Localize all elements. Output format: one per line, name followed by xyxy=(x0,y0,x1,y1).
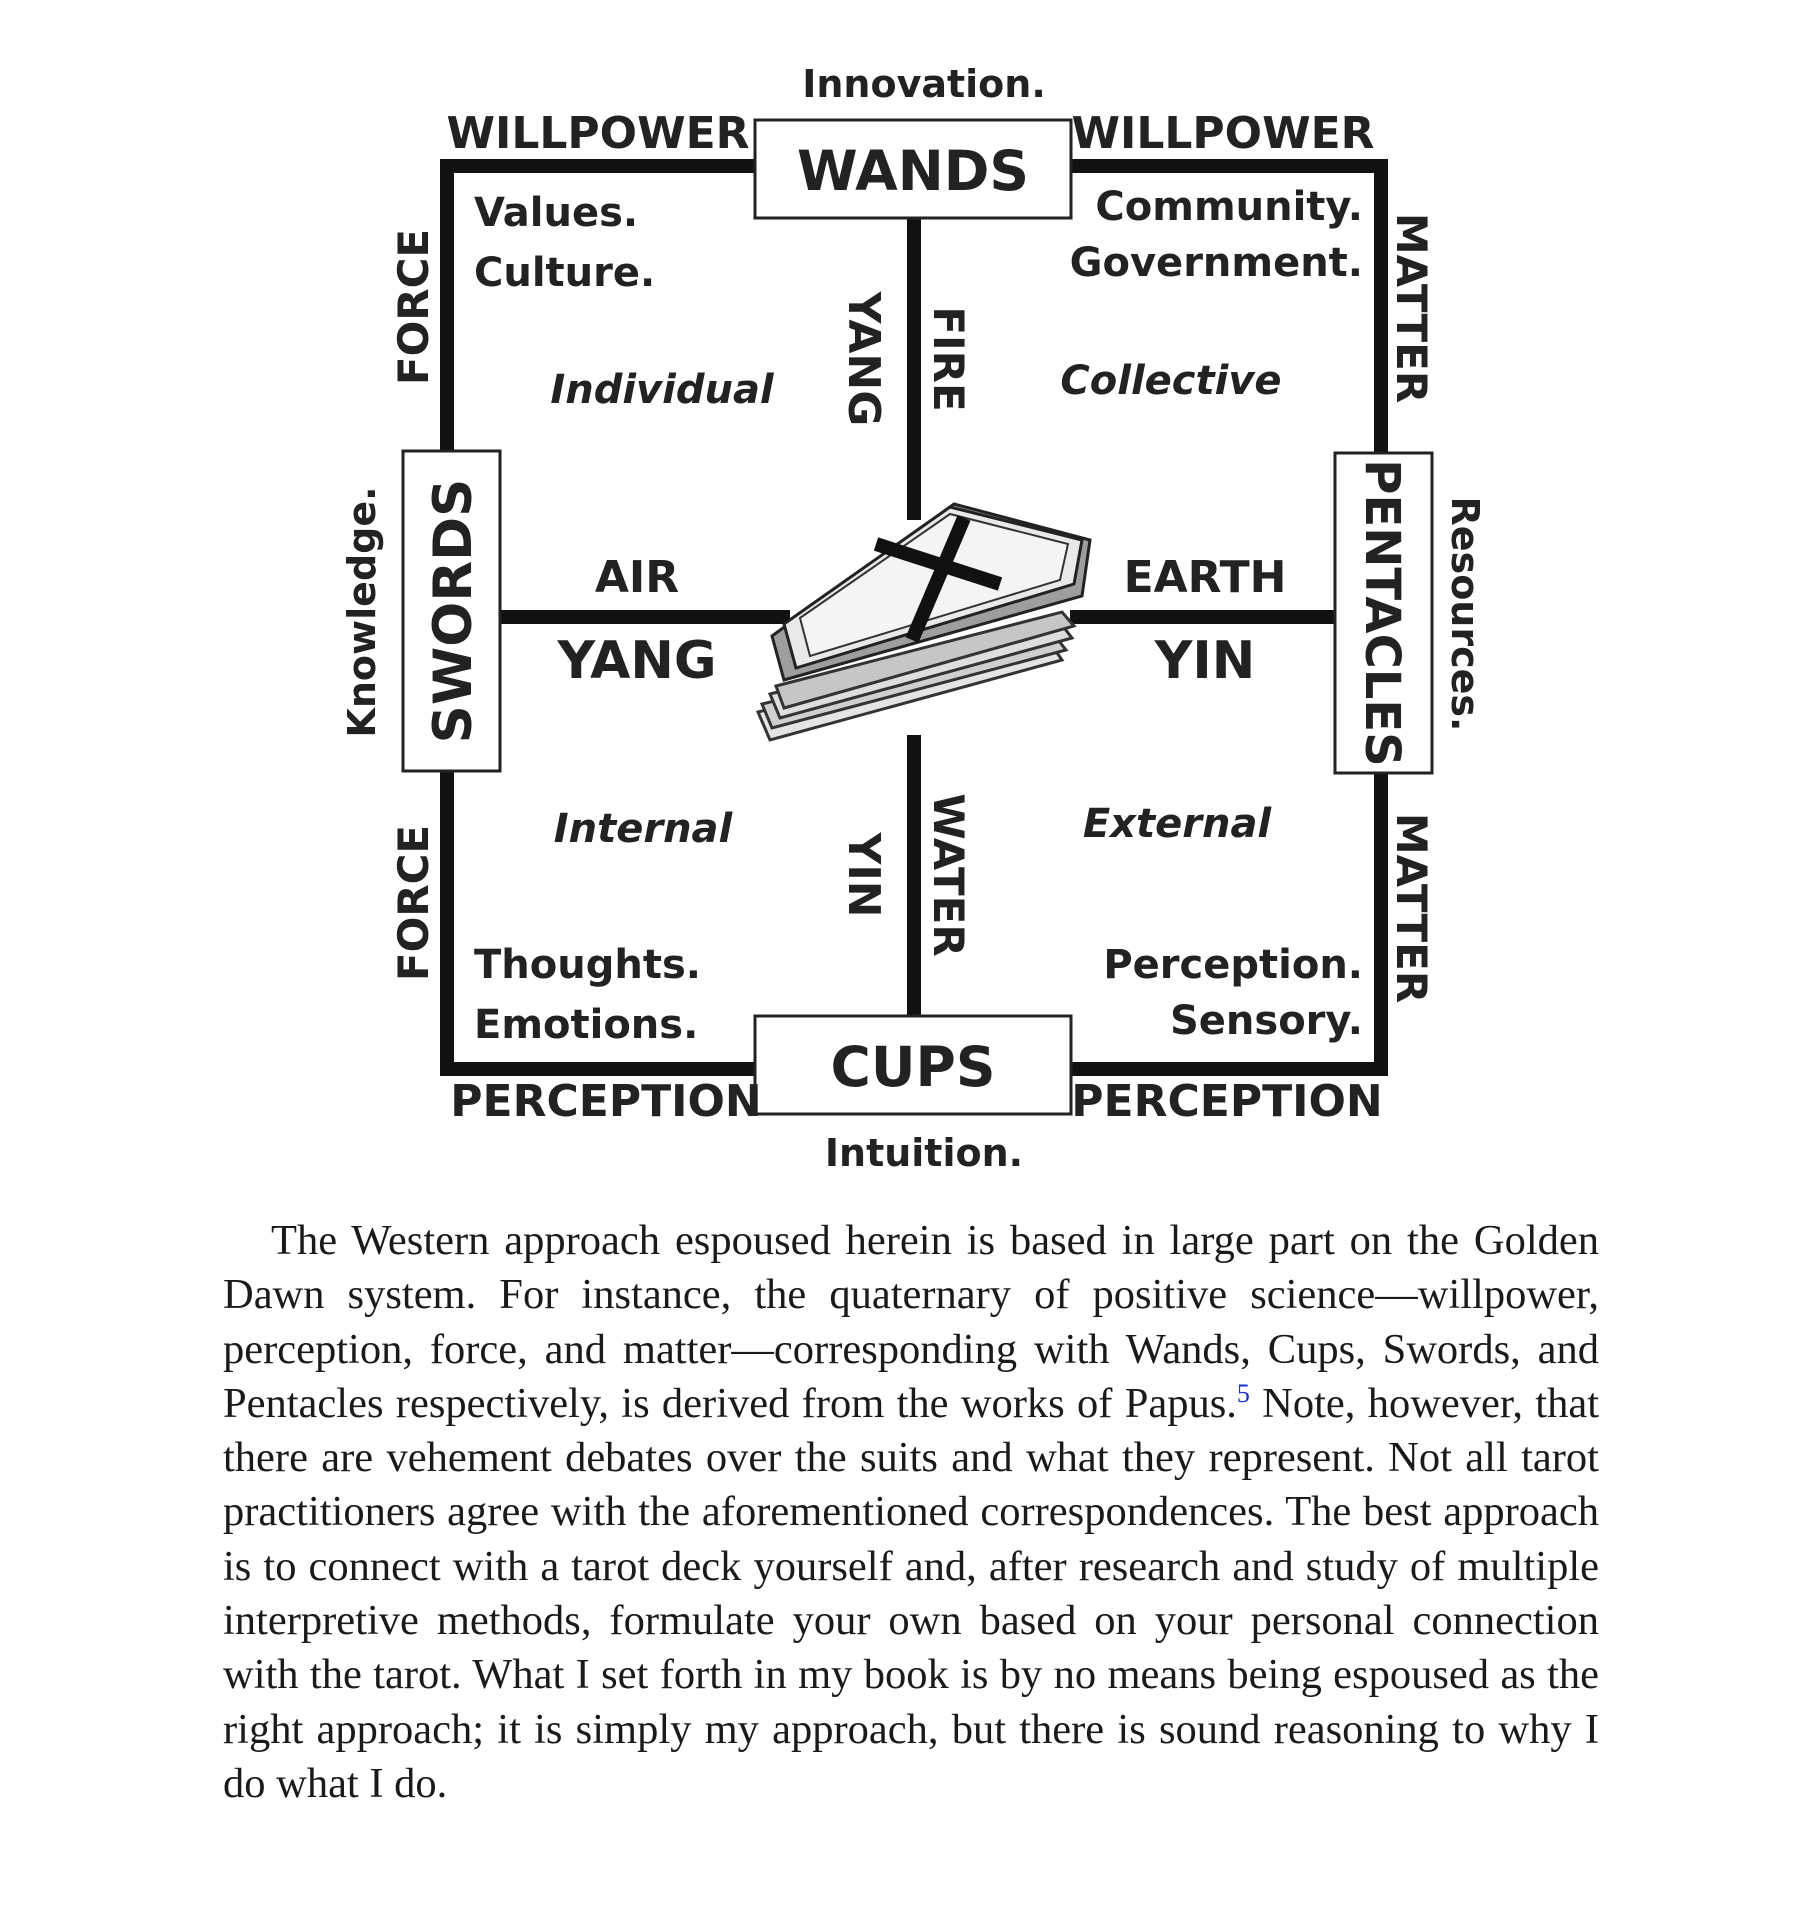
suit-box-swords xyxy=(403,451,500,771)
quadrant-line: Sensory. xyxy=(1169,998,1363,1044)
quadrant-line: Thoughts. xyxy=(474,942,701,988)
suit-label-pentacles: PENTACLES xyxy=(1354,459,1410,767)
paragraph-text: The Western approach espoused herein is based in large part on the Golden Dawn system. For instance, the quaternary of positive science—willpower, perception, force, and matter—corresponding with Wands, Cups, Swords, and Pentacles respectively, is derived from the works of Papus. xyxy=(223,1217,1599,1427)
right-outer-label: Resources. xyxy=(1443,496,1487,732)
suit-box-cups xyxy=(755,1016,1071,1114)
top-outer-label: Innovation. xyxy=(802,62,1046,106)
suit-box-wands xyxy=(755,120,1071,218)
force-lower-label: FORCE xyxy=(389,824,438,982)
bottom-outer-label: Intuition. xyxy=(824,1131,1024,1175)
footnote-marker-link[interactable]: 5 xyxy=(1236,1378,1250,1408)
quadrant-line: Emotions. xyxy=(474,1002,699,1048)
perception-right-label: PERCEPTION xyxy=(1071,1076,1383,1127)
quadrant-top-left xyxy=(474,190,775,413)
quadrant-line: Community. xyxy=(1095,184,1363,230)
tarot-card-deck-icon xyxy=(758,504,1090,740)
fire-label: FIRE xyxy=(924,306,973,412)
matter-lower-label: MATTER xyxy=(1387,812,1436,1004)
yin-horizontal-label: YIN xyxy=(1154,631,1256,691)
body-paragraph xyxy=(223,1214,1599,1811)
water-label: WATER xyxy=(924,793,973,957)
quadrant-aspect: Individual xyxy=(550,367,774,413)
matter-upper-label: MATTER xyxy=(1387,212,1436,404)
suit-label-swords: SWORDS xyxy=(423,478,484,744)
quadrant-aspect: External xyxy=(1082,801,1272,847)
yang-horizontal-label: YANG xyxy=(557,631,717,691)
paragraph-text-continued: Note, however, that there are vehement debates over the suits and what they represent. Not all tarot practitioners agree with the aforementioned correspondences. The best approach is to connect with a tarot deck yourself and, after research and study of multiple interpretive methods, formulate your own based on your personal connection with the tarot. What I set forth in my book is by no means being espoused as the right approach; it is simply my approach, but there is sound reasoning to why I do what I do. xyxy=(223,1379,1599,1807)
willpower-left-label: WILLPOWER xyxy=(446,108,750,159)
earth-label: EARTH xyxy=(1123,552,1287,603)
air-label: AIR xyxy=(594,552,680,603)
suit-label-cups: CUPS xyxy=(830,1035,996,1099)
quadrant-aspect: Internal xyxy=(553,806,733,852)
suit-box-pentacles xyxy=(1335,453,1432,773)
quadrant-bottom-right xyxy=(1083,801,1363,1044)
suit-label-wands: WANDS xyxy=(796,139,1030,203)
force-upper-label: FORCE xyxy=(389,228,438,386)
yang-vertical-label: YANG xyxy=(838,291,889,427)
quadrant-aspect: Collective xyxy=(1060,358,1282,404)
willpower-right-label: WILLPOWER xyxy=(1071,108,1375,159)
quadrant-bottom-left xyxy=(474,806,734,1048)
perception-left-label: PERCEPTION xyxy=(450,1076,762,1127)
left-outer-label: Knowledge. xyxy=(340,486,384,738)
quadrant-top-right xyxy=(1060,184,1363,404)
quadrant-line: Perception. xyxy=(1103,942,1363,988)
yin-vertical-label: YIN xyxy=(838,832,889,918)
quadrant-line: Government. xyxy=(1069,240,1363,286)
quadrant-line: Culture. xyxy=(474,250,656,296)
quadrant-line: Values. xyxy=(474,190,639,236)
